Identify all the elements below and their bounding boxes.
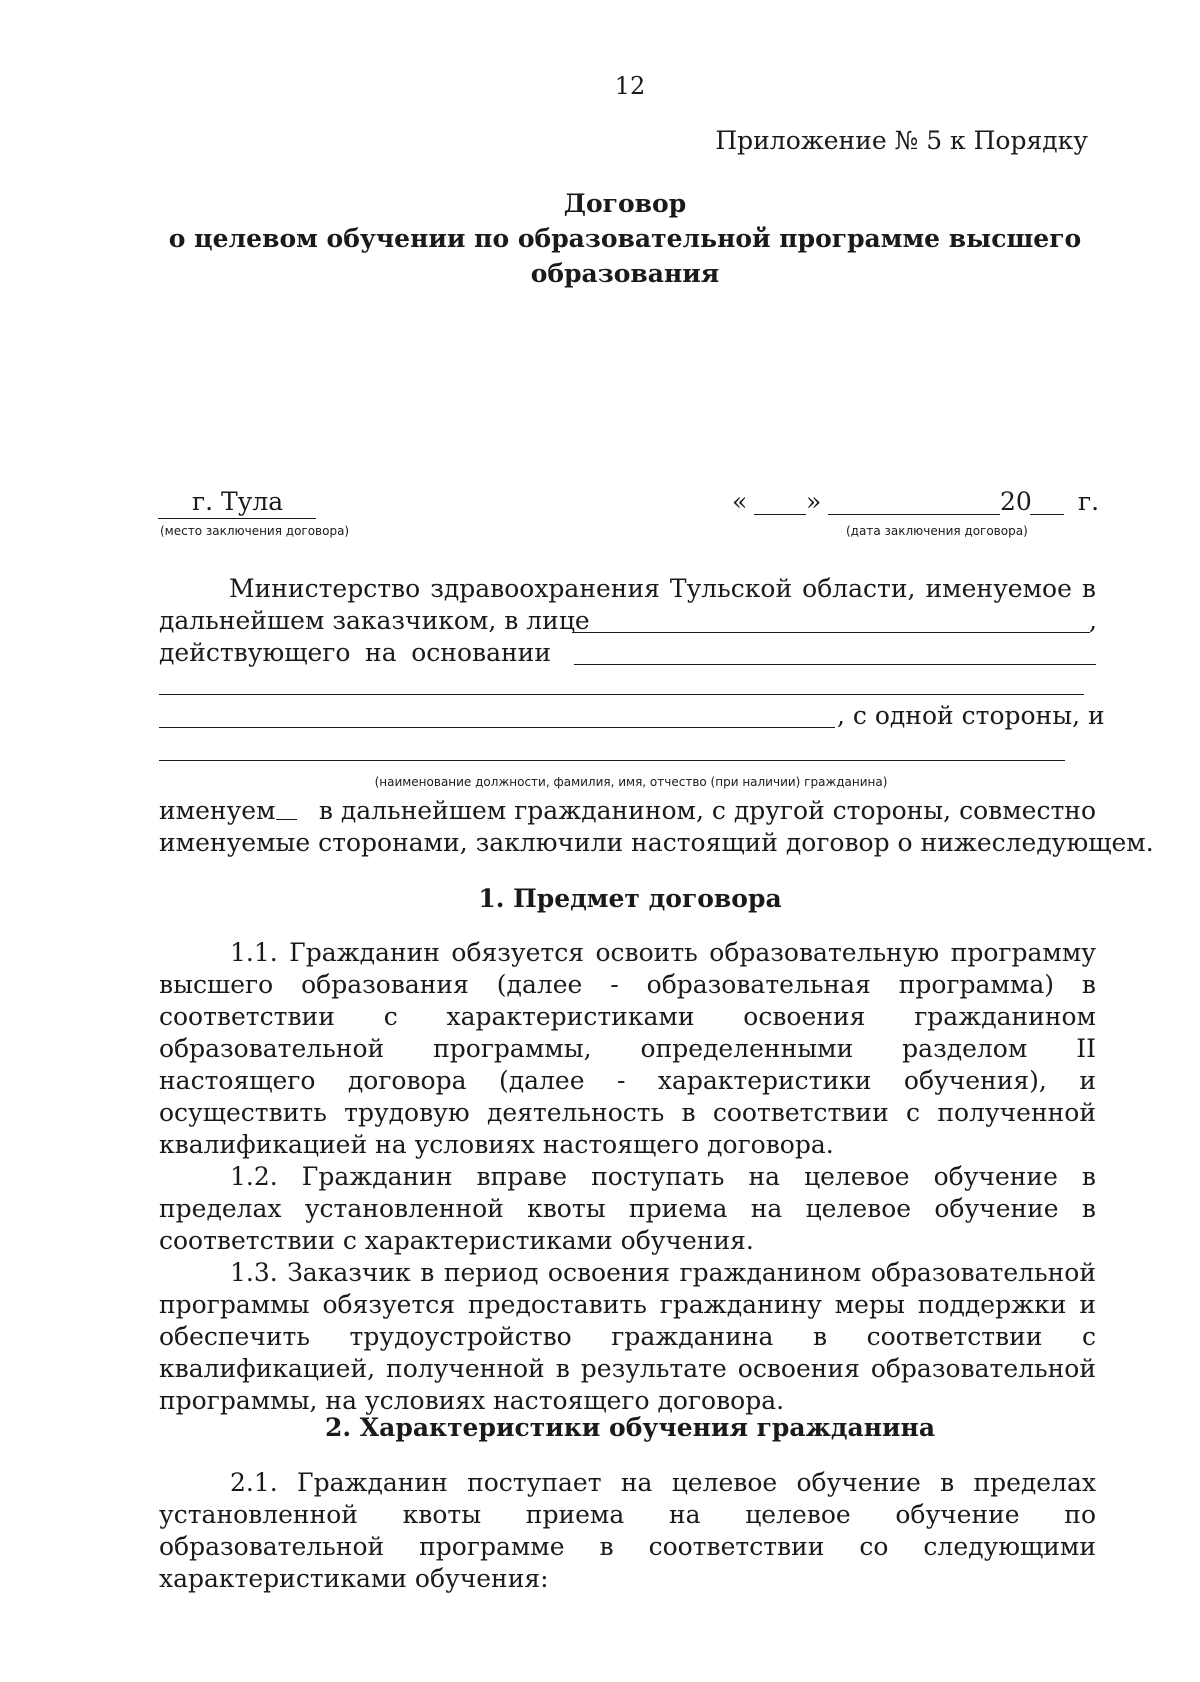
intro-line-7 bbox=[159, 795, 1096, 827]
place-field bbox=[158, 487, 316, 519]
date-year-prefix: 20 bbox=[1000, 487, 1032, 516]
date-day-blank[interactable] bbox=[754, 514, 806, 515]
intro-word: действующего bbox=[159, 638, 351, 667]
place-caption: (место заключения договора) bbox=[160, 524, 350, 538]
citizen-blank-line-1[interactable] bbox=[159, 727, 835, 728]
section-2-heading: 2. Характеристики обучения гражданина bbox=[324, 1413, 936, 1442]
intro-word: области, bbox=[802, 574, 916, 603]
intro-word: в bbox=[1081, 574, 1096, 603]
place-value: г. Тула bbox=[192, 487, 284, 516]
date-month-blank[interactable] bbox=[828, 514, 1000, 515]
intro-line-8: именуемые сторонами, заключили настоящий договор о нижеследующем. bbox=[159, 828, 1154, 857]
intro-word: Министерство bbox=[229, 574, 421, 603]
intro-line-1 bbox=[159, 573, 1096, 605]
paragraph-1-2: 1.2. Гражданин вправе поступать на целевое обучение в пределах установленной квоты приема на целевое обучение в соответствии с характеристиками обучения. bbox=[159, 1162, 1096, 1255]
date-close-quote: » bbox=[806, 487, 822, 516]
basis-blank[interactable] bbox=[574, 664, 1096, 665]
page-number: 12 bbox=[614, 72, 646, 100]
intro-word: основании bbox=[411, 638, 551, 667]
date-suffix: г. bbox=[1078, 487, 1100, 516]
intro-word: на bbox=[365, 638, 397, 667]
citizen-blank-line-2[interactable] bbox=[159, 760, 1065, 761]
date-open-quote: « bbox=[732, 487, 748, 516]
section-2-body bbox=[159, 1467, 1096, 1595]
intro-word: именуемое bbox=[925, 574, 1072, 603]
gender-ending-blank[interactable] bbox=[276, 795, 297, 820]
paragraph-2-1: 2.1. Гражданин поступает на целевое обучение в пределах установленной квоты приема на целевое обучение по образовательной программе в соответствии со следующими характеристиками обучения: bbox=[159, 1468, 1096, 1593]
intro-line-3 bbox=[159, 637, 551, 669]
paragraph-1-1: 1.1. Гражданин обязуется освоить образовательную программу высшего образования (далее - образовательная программа) в соответствии с характеристиками освоения гражданином образовательной программы, определенными разделом II настоящего договора (далее - характеристики обучения), и осуществить трудовую деятельность в соответствии с полученной квалификацией на условиях настоящего договора. bbox=[159, 938, 1096, 1159]
appendix-label: Приложение № 5 к Порядку bbox=[715, 126, 1088, 155]
section-1-heading: 1. Предмет договора bbox=[478, 884, 782, 913]
paragraph-1-3: 1.3. Заказчик в период освоения гражданином образовательной программы обязуется предоставить гражданину меры поддержки и обеспечить трудоустройство гражданина в соответствии с квалификацией, полученной в результате освоения образовательной программы, на условиях настоящего договора. bbox=[159, 1258, 1096, 1415]
title-line-3: образования bbox=[530, 259, 720, 288]
representative-blank[interactable] bbox=[572, 632, 1090, 633]
intro-word: Тульской bbox=[669, 574, 793, 603]
title-line-1: Договор bbox=[563, 189, 687, 218]
intro-word: здравоохранения bbox=[430, 574, 660, 603]
intro-line-2-text: дальнейшем заказчиком, в лице bbox=[159, 606, 590, 635]
date-caption: (дата заключения договора) bbox=[846, 524, 1028, 538]
citizen-caption: (наименование должности, фамилия, имя, отчество (при наличии) гражданина) bbox=[374, 775, 888, 789]
title-line-2: о целевом обучении по образовательной программе высшего bbox=[168, 224, 1082, 253]
basis-blank-line-2[interactable] bbox=[159, 694, 1084, 695]
date-year-blank[interactable] bbox=[1030, 514, 1064, 515]
intro-line-7-rest: в дальнейшем гражданином, с другой стороны, совместно bbox=[318, 796, 1096, 825]
intro-line-2-comma: , bbox=[1089, 606, 1097, 635]
intro-line-5-end: , с одной стороны, и bbox=[837, 701, 1105, 730]
section-1-body bbox=[159, 937, 1096, 1417]
intro-word: именуем bbox=[159, 796, 276, 825]
